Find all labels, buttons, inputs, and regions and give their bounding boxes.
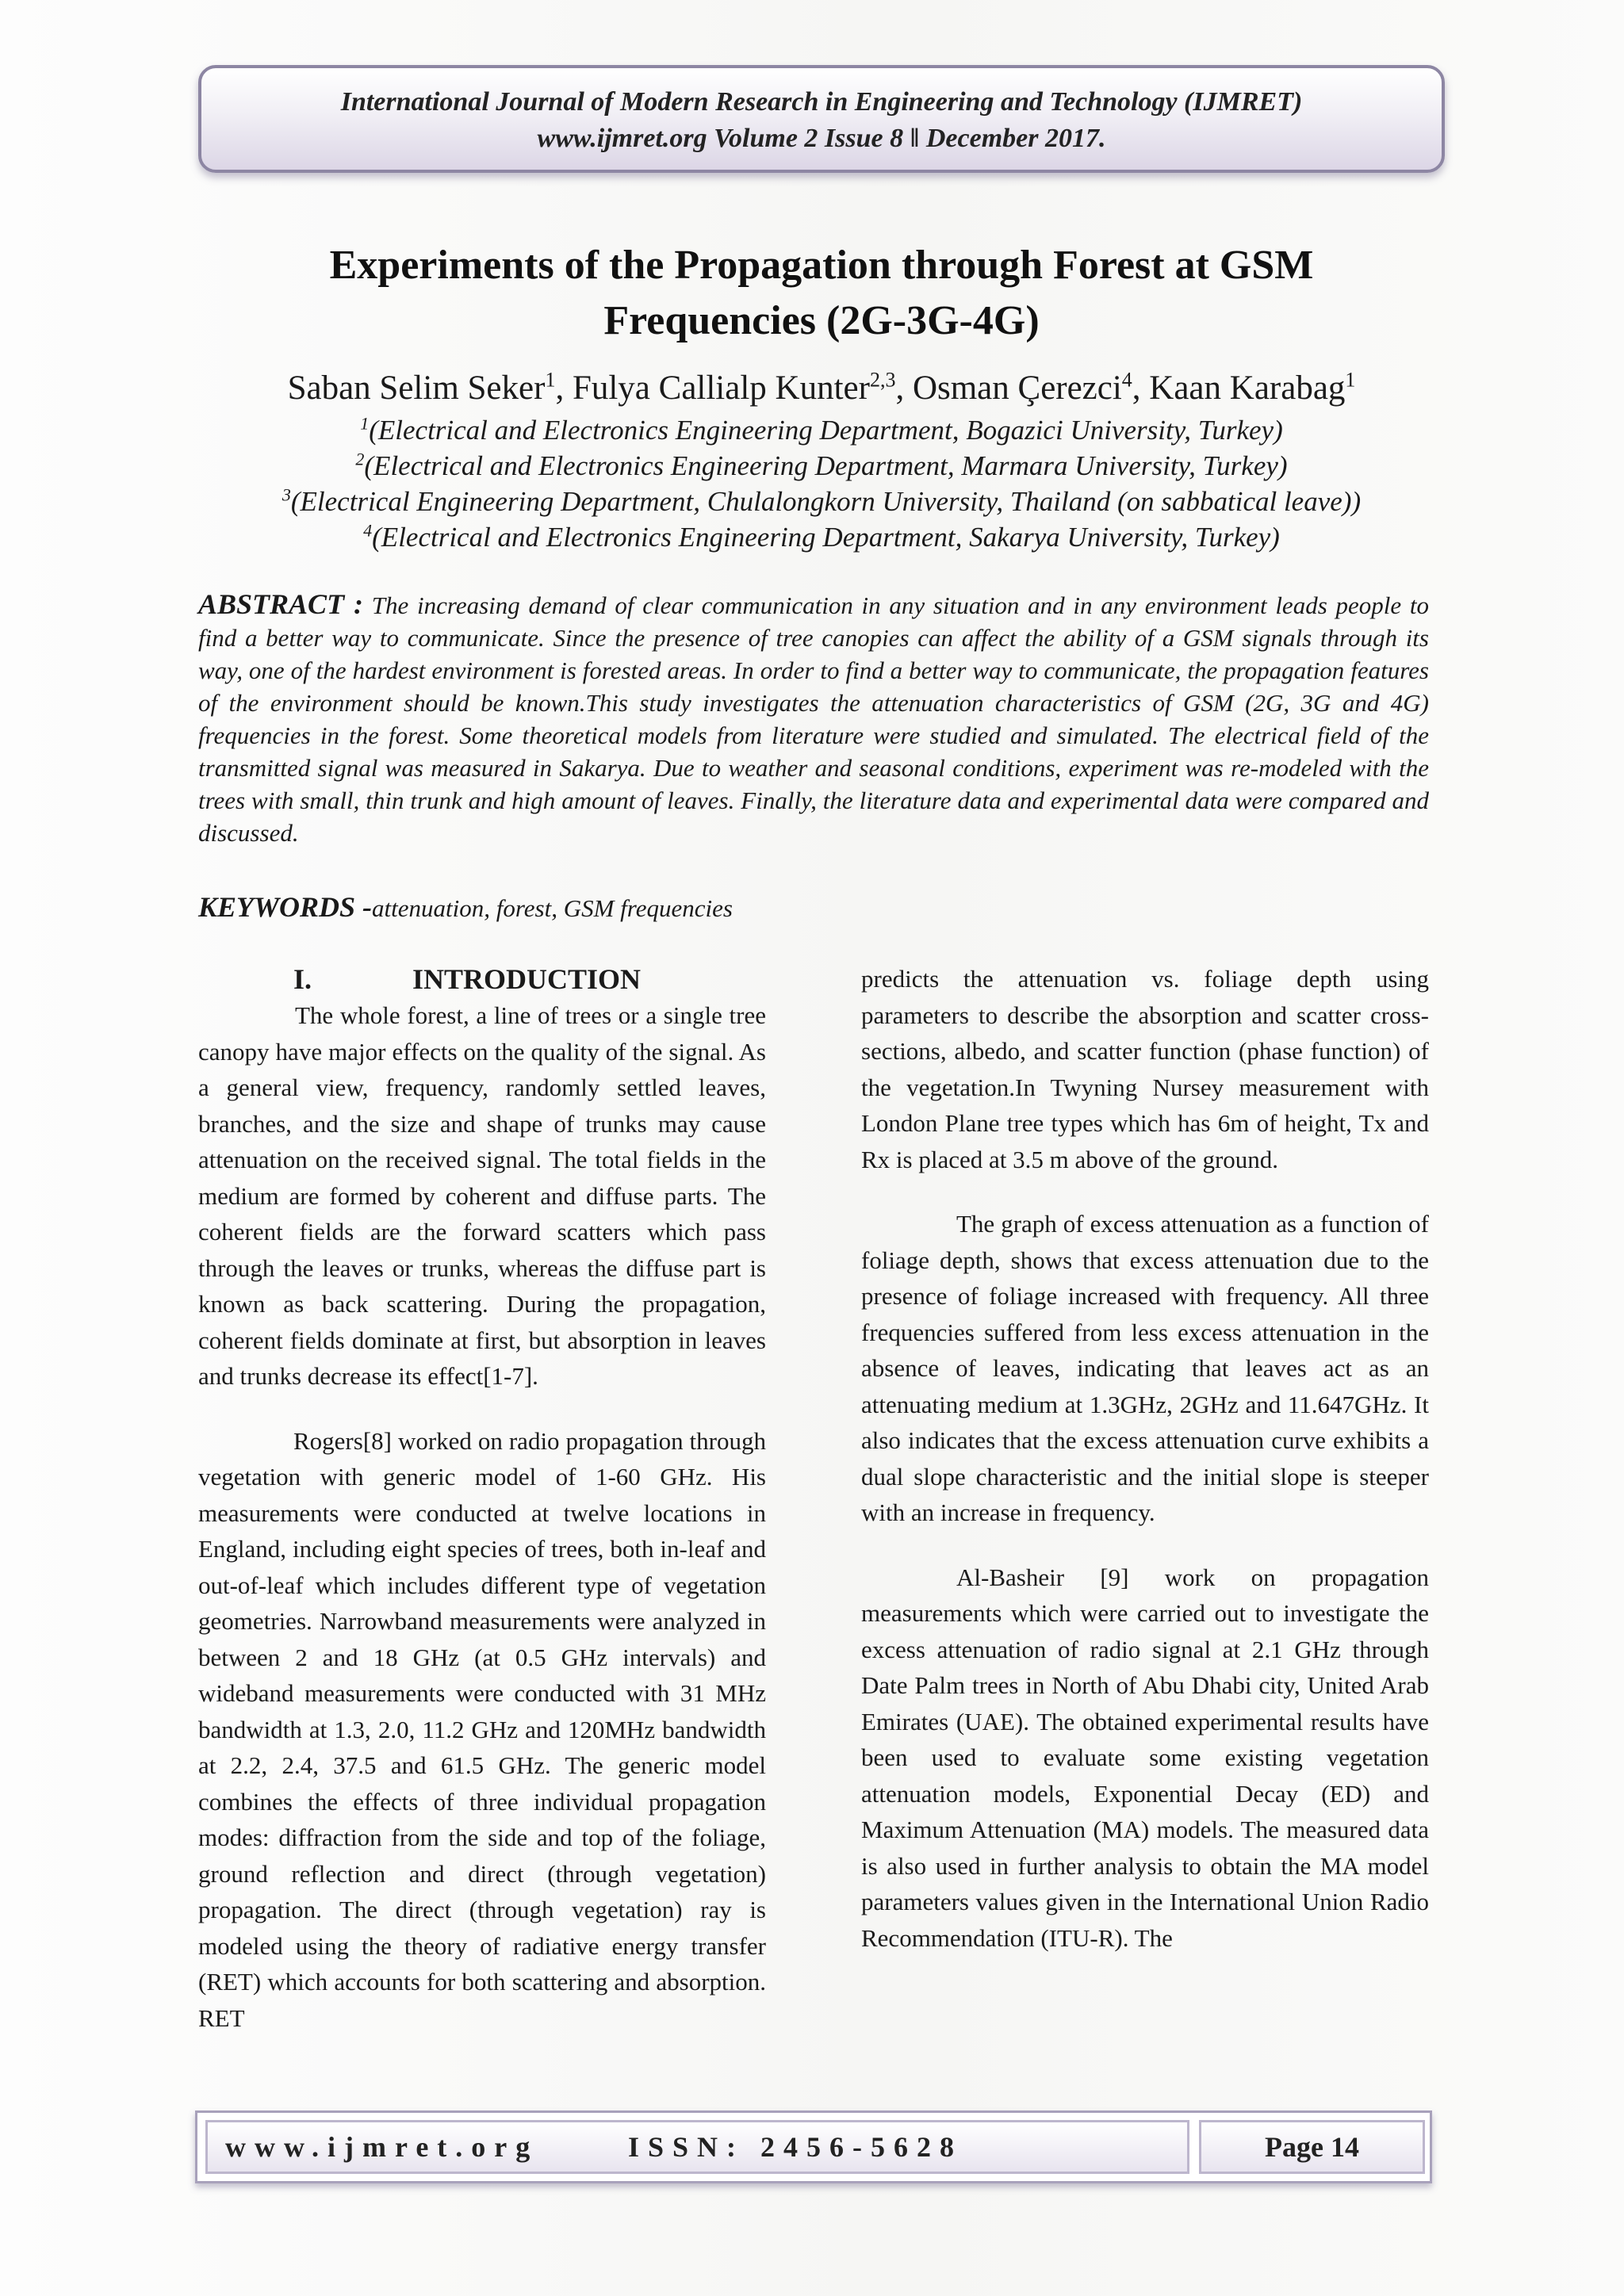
author-separator: , (895, 369, 913, 407)
body-paragraph: Rogers[8] worked on radio propagation through vegetation with generic model of 1-60 GHz. His measurements were conducted at twelve locations in England, including eight species of trees, both in-leaf and out-of-leaf which includes different type of vegetation geometries. Narrowband measurements were analyzed in between 2 and 18 GHz (at 0.5 GHz intervals) and wideband measurements were conducted with 31 MHz bandwidth at 1.3, 2.0, 11.2 GHz and 120MHz bandwidth at 2.2, 2.4, 37.5 and 61.5 GHz. The generic model combines the effects of three individual propagation modes: diffraction from the side and top of the foliage, ground reflection and direct (through vegetation) propagation. The direct (through vegetation) ray is modeled using the theory of radiative energy transfer (RET) which accounts for both scattering and absorption. RET (198, 1426, 766, 2032)
body-paragraph: Al-Basheir [9] work on propagation measurements which were carried out to investigate the excess attenuation of radio signal at 2.1 GHz through Date Palm trees in North of Abu Dhabi city, United Arab Emirates (UAE). The obtained experimental results have been used to evaluate some existing vegetation attenuation models, Exponential Decay (ED) and Maximum Attenuation (MA) models. The measured data is also used in further analysis to obtain the MA model parameters values given in the International Union Radio Recommendation (ITU-R). The (861, 1563, 1429, 1952)
journal-name: International Journal of Modern Research in Engineering and Technology (IJMRET) (340, 87, 1303, 117)
author-list (159, 366, 1484, 411)
affiliation-mark: 2 (355, 449, 365, 469)
journal-issue-line: www.ijmret.org Volume 2 Issue 8 ǁ December 2017. (537, 124, 1106, 153)
keywords-text: attenuation, forest, GSM frequencies (372, 894, 733, 922)
section-number: I. (293, 963, 312, 995)
affiliation (159, 448, 1484, 484)
keywords-label: KEYWORDS - (198, 891, 373, 923)
section-title: INTRODUCTION (412, 963, 642, 995)
affiliation-mark: 1 (360, 413, 370, 434)
author-name: Fulya Callialp Kunter (572, 369, 870, 407)
paper-title-line-2: Frequencies (2G-3G-4G) (603, 298, 1040, 343)
section-heading (198, 961, 766, 997)
affiliation-mark: 4 (363, 520, 373, 541)
author-name: Saban Selim Seker (287, 369, 546, 407)
author-affiliation-mark: 4 (1121, 368, 1132, 392)
paper-title (198, 238, 1445, 349)
abstract-text: The increasing demand of clear communication in any situation and in any environment leads people to find a better way to communicate. Since the presence of tree canopies can affect the ability of a GSM signals through its way, one of the hardest environment is forested areas. In order to find a better way to communicate, the propagation features of the environment should be known.This study investigates the attenuation characteristics of GSM (2G, 3G and 4G) frequencies in the forest. Some theoretical models from literature were studied and simulated. The electrical field of the transmitted signal was measured in Sakarya. Due to weather and seasonal conditions, experiment was re-modeled with the trees with small, thin trunk and high amount of leaves. Finally, the literature data and experimental data were compared and discussed. (198, 591, 1429, 847)
affiliation (159, 519, 1484, 555)
affiliation (159, 412, 1484, 448)
abstract-label: ABSTRACT : (198, 588, 364, 620)
affiliation-list (159, 412, 1484, 555)
footer-website: www.ijmret.org (225, 2131, 539, 2163)
author-affiliation-mark: 1 (545, 368, 556, 392)
abstract (198, 588, 1429, 849)
right-column (861, 961, 1429, 1956)
footer-page-box (1199, 2120, 1425, 2174)
author-affiliation-mark: 1 (1345, 368, 1356, 392)
affiliation-mark: 3 (282, 484, 291, 505)
author-separator: , (555, 369, 573, 407)
affiliation-text: (Electrical Engineering Department, Chulalongkorn University, Thailand (on sabbatical leave)) (290, 486, 1362, 517)
affiliation-text: (Electrical and Electronics Engineering Department, Marmara University, Turkey) (364, 450, 1288, 481)
page-number: Page 14 (1265, 2131, 1359, 2163)
author-name: Kaan Karabag (1149, 369, 1346, 407)
author-separator: , (1132, 369, 1150, 407)
page-footer (195, 2110, 1432, 2183)
author-name: Osman Çerezci (912, 369, 1122, 407)
body-paragraph: predicts the attenuation vs. foliage depth using parameters to describe the absorption and scatter cross-sections, albedo, and scatter function (phase function) of the vegetation.In Twyning Nursey measurement with London Plane tree types which has 6m of height, Tx and Rx is placed at 3.5 m above of the ground. (861, 965, 1429, 1173)
author-affiliation-mark: 2,3 (869, 368, 896, 392)
journal-header (198, 65, 1445, 173)
body-paragraph: The whole forest, a line of trees or a single tree canopy have major effects on the quality of the signal. As a general view, frequency, randomly settled leaves, branches, and the size and shape of trunks may cause attenuation on the received signal. The total fields in the medium are formed by coherent and diffuse parts. The coherent fields are the forward scatters which pass through the leaves or trunks, whereas the diffuse part is known as back scattering. During the propagation, coherent fields dominate at first, but absorption in leaves and trunks decrease its effect[1-7]. (198, 1001, 766, 1390)
left-column (198, 961, 766, 2036)
footer-issn: ISSN: 2456-5628 (628, 2131, 963, 2163)
paper-title-line-1: Experiments of the Propagation through Forest at GSM (329, 243, 1314, 288)
body-paragraph: The graph of excess attenuation as a function of foliage depth, shows that excess attenuation due to the presence of foliage increased with frequency. All three frequencies suffered from less excess attenuation in the absence of leaves, indicating that leaves act as an attenuating medium at 1.3GHz, 2GHz and 11.647GHz. It also indicates that the excess attenuation curve exhibits a dual slope characteristic and the initial slope is steeper with an increase in frequency. (861, 1210, 1429, 1526)
footer-info-box (205, 2120, 1189, 2174)
keywords (198, 890, 1429, 926)
affiliation-text: (Electrical and Electronics Engineering Department, Bogazici University, Turkey) (369, 415, 1283, 446)
affiliation-text: (Electrical and Electronics Engineering Department, Sakarya University, Turkey) (372, 522, 1280, 553)
affiliation (159, 484, 1484, 519)
